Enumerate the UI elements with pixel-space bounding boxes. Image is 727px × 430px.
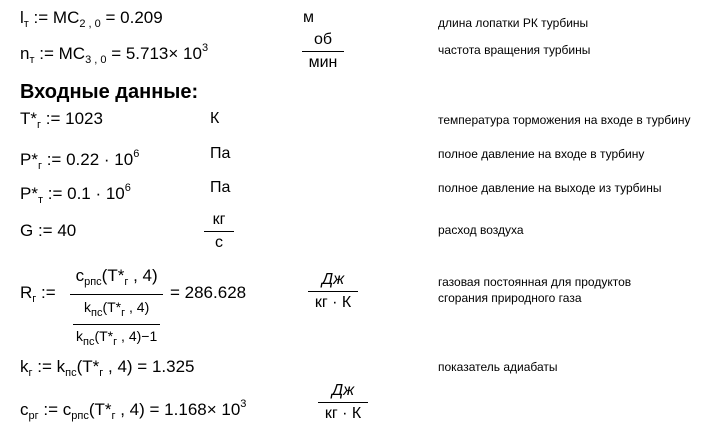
rg-unit-denominator: кг · К [308, 291, 358, 313]
g-unit-denominator: с [204, 231, 234, 253]
kg-assign: := k [32, 357, 66, 376]
cpg-exponent: 3 [240, 398, 247, 410]
kg-expression[interactable] [20, 357, 195, 383]
lt-unit: м [303, 9, 314, 26]
tg-assign: := 1023 [41, 109, 103, 128]
rg-den-bot-arg: (T* [94, 328, 114, 344]
nt-unit-numerator: об [313, 31, 333, 48]
rg-num-arg-sub: г [124, 276, 129, 288]
rg-den-top-arg-end: , 4) [125, 299, 150, 315]
rg-den-bot-arg-end: , 4)−1 [117, 328, 158, 344]
pg-expression[interactable] [20, 144, 139, 176]
lt-assign: := MC [28, 8, 80, 27]
rg-lhs-group[interactable] [20, 283, 56, 309]
tg-description: температура торможения на входе в турбину [438, 113, 691, 127]
rg-den-bottom [73, 324, 160, 352]
nt-arg-sub: 3 , 0 [85, 54, 107, 66]
lt-lhs-sub: т [23, 18, 29, 30]
kg-lhs-sub: г [28, 367, 33, 379]
input-data-heading: Входные данные: [20, 81, 199, 103]
cpg-expression[interactable] [20, 394, 246, 426]
rg-num-arg: (T* [101, 266, 125, 285]
pt-lhs: P* [20, 184, 38, 203]
tg-unit: К [210, 110, 220, 127]
pt-unit: Па [210, 179, 231, 196]
kg-arg-end: , 4) [103, 357, 133, 376]
cpg-unit-numerator: Дж [331, 382, 355, 399]
pg-description: полное давление на входе в турбину [438, 147, 645, 161]
rg-lhs-sub: г [32, 293, 37, 305]
rg-description-line2: сгорания природного газа [438, 291, 582, 305]
g-description: расход воздуха [438, 223, 524, 237]
rg-num-arg-end: , 4) [128, 266, 158, 285]
rg-den-top-arg-sub: г [121, 307, 126, 319]
pg-lhs-sub: г [37, 160, 42, 172]
lt-description: длина лопатки РК турбины [438, 16, 589, 30]
rg-description-line1: газовая постоянная для продуктов [438, 275, 632, 289]
pt-expression[interactable] [20, 178, 131, 210]
g-unit-numerator: кг [212, 211, 226, 228]
cpg-lhs-sub: рг [28, 410, 39, 422]
rg-den-top [81, 297, 152, 324]
tg-lhs: T* [20, 109, 37, 128]
rg-num-fn: c [75, 266, 85, 285]
cpg-arg: (T* [88, 400, 112, 419]
nt-description: частота вращения турбины [438, 43, 591, 57]
cpg-unit-denominator: кг · К [318, 402, 368, 424]
lt-arg-sub: 2 , 0 [79, 18, 101, 30]
cpg-fn-sub: рпс [71, 410, 89, 422]
pg-exponent: 6 [133, 148, 140, 160]
rg-unit-numerator: Дж [321, 271, 345, 288]
rg-num-fn-sub: рпс [84, 276, 102, 288]
pt-exponent: 6 [124, 182, 131, 194]
lt-result: = 0.209 [100, 8, 163, 27]
pt-description: полное давление на выходе из турбины [438, 181, 662, 195]
rg-unit [308, 270, 358, 313]
cpg-lhs: c [20, 400, 29, 419]
rg-den-top-fn-sub: пс [90, 307, 103, 319]
kg-result: = 1.325 [132, 357, 195, 376]
pt-lhs-sub: т [37, 194, 44, 206]
nt-unit [302, 30, 344, 73]
kg-arg: (T* [76, 357, 100, 376]
tg-expression[interactable] [20, 109, 103, 135]
pg-unit: Па [210, 145, 231, 162]
pt-assign: := 0.1 · 10 [43, 184, 125, 203]
pg-lhs: P* [20, 150, 38, 169]
rg-assign: := [36, 283, 56, 302]
cpg-assign: := c [38, 400, 72, 419]
nt-result: = 5.713× 10 [106, 44, 202, 63]
rg-den-top-arg: (T* [102, 299, 122, 315]
lt-lhs: l [20, 8, 24, 27]
kg-arg-sub: г [99, 367, 104, 379]
kg-fn-sub: пс [65, 367, 77, 379]
nt-lhs: n [20, 44, 30, 63]
pg-assign: := 0.22 · 10 [41, 150, 134, 169]
nt-assign: := MC [34, 44, 86, 63]
nt-unit-denominator: мин [302, 51, 344, 73]
nt-lhs-sub: т [29, 54, 35, 66]
rg-lhs: R [20, 283, 33, 302]
rg-den-bot-fn: k [76, 328, 83, 344]
rg-denominator [70, 294, 163, 352]
rg-result: = 286.628 [170, 283, 247, 302]
tg-lhs-sub: г [37, 119, 42, 131]
kg-lhs: k [20, 357, 29, 376]
rg-fraction[interactable] [70, 266, 163, 352]
g-expression[interactable]: G := 40 [20, 221, 77, 240]
rg-den-bot-arg-sub: г [113, 336, 118, 348]
rg-den-top-fn: k [83, 299, 91, 315]
cpg-arg-sub: г [111, 410, 116, 422]
cpg-result: = 1.168× 10 [144, 400, 241, 419]
cpg-unit [318, 381, 368, 424]
nt-exponent: 3 [201, 42, 209, 54]
cpg-arg-end: , 4) [115, 400, 145, 419]
rg-den-bot-fn-sub: пс [83, 336, 95, 348]
rg-description [438, 274, 631, 306]
kg-description: показатель адиабаты [438, 360, 558, 374]
rg-numerator [73, 266, 161, 294]
nt-expression[interactable] [20, 38, 208, 70]
g-unit [204, 210, 234, 253]
lt-expression[interactable] [20, 8, 163, 34]
